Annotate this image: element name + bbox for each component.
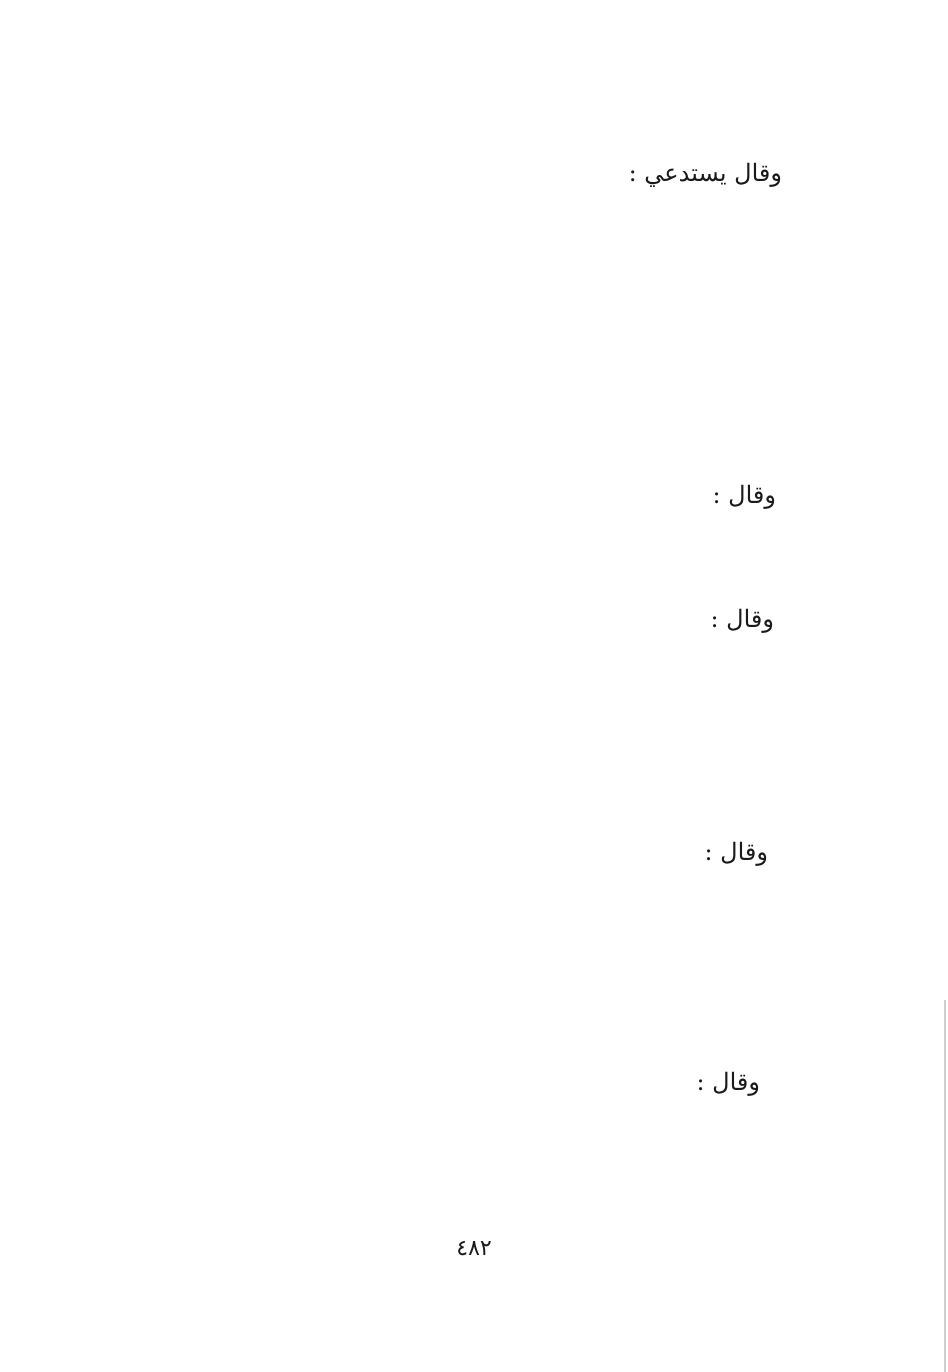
poem-intro: وقال يستدعي : [628,159,782,187]
page-number: ٤٨٢ [456,1236,492,1261]
scan-edge [944,1000,946,1372]
poem-intro: وقال : [710,605,774,633]
poem-intro: وقال : [712,481,776,509]
poem-intro: وقال : [696,1068,760,1096]
poem-intro: وقال : [704,838,768,866]
